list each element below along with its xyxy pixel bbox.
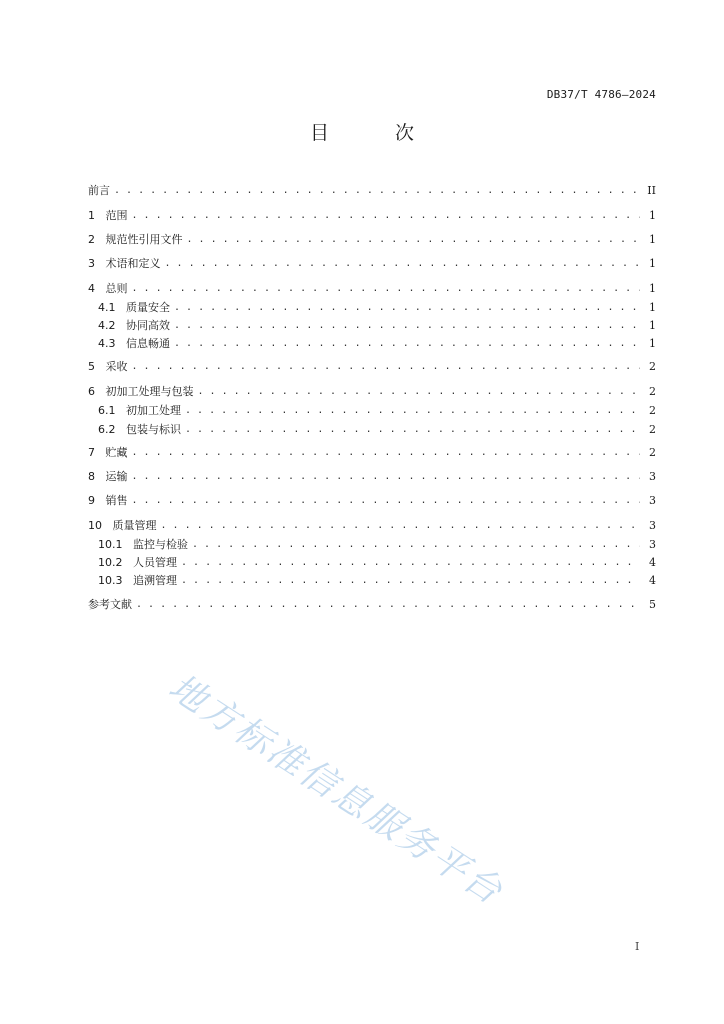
toc-entry-label: 术语和定义 [105, 257, 161, 270]
toc-entry-number: 10 [88, 519, 113, 532]
toc-entry[interactable] [88, 383, 656, 401]
watermark: 地方标准信息服务平台 [161, 666, 511, 914]
toc-entry-number: 6.1 [98, 404, 126, 417]
toc-entry-number: 3 [88, 257, 106, 270]
page-title: 目 次 [309, 122, 445, 144]
toc-entry[interactable] [88, 207, 656, 225]
toc-entry[interactable] [88, 182, 656, 200]
toc-entry-page: 2 [649, 446, 656, 459]
toc-entry-page: II [647, 184, 656, 197]
toc-entry[interactable] [98, 402, 656, 420]
toc-entry[interactable] [88, 468, 656, 486]
toc-entry-label: 初加工处理 [125, 404, 181, 417]
toc-dot-leader [132, 444, 641, 462]
toc-entry-page: 2 [649, 423, 656, 436]
toc-entry[interactable] [88, 255, 656, 273]
toc-entry-page: 3 [649, 470, 656, 483]
toc-entry-label: 质量安全 [125, 301, 170, 314]
toc-entry-label: 规范性引用文件 [105, 233, 183, 246]
toc-entry-page: 1 [649, 209, 656, 222]
toc-entry-number: 1 [88, 209, 106, 222]
toc-entry-label: 追溯管理 [132, 574, 177, 587]
toc-dot-leader [181, 554, 640, 572]
toc-entry[interactable] [98, 335, 656, 353]
toc-entry-page: 3 [649, 519, 656, 532]
toc-dot-leader [161, 517, 641, 535]
toc-entry-number: 6 [88, 385, 106, 398]
toc-entry-number: 4.2 [98, 319, 126, 332]
toc-entry[interactable] [88, 231, 656, 249]
toc-dot-leader [181, 572, 640, 590]
toc-dot-leader [185, 402, 640, 420]
toc-entry-label: 贮藏 [105, 446, 128, 459]
toc-entry-label: 范围 [105, 209, 128, 222]
toc-entry-page: 4 [649, 556, 656, 569]
toc-entry-label: 前言 [88, 184, 110, 197]
toc-entry-page: 4 [649, 574, 656, 587]
toc-entry-label: 人员管理 [132, 556, 177, 569]
toc-entry[interactable] [88, 444, 656, 462]
toc-entry-number: 10.2 [98, 556, 133, 569]
toc-dot-leader [136, 596, 640, 614]
toc-entry-label: 监控与检验 [132, 538, 188, 551]
toc-entry-page: 1 [649, 257, 656, 270]
toc-entry-number: 7 [88, 446, 106, 459]
toc-entry-number: 5 [88, 360, 106, 373]
toc-entry[interactable] [98, 299, 656, 317]
toc-entry-label: 总则 [105, 282, 128, 295]
toc-entry-label: 协同高效 [125, 319, 170, 332]
toc-entry-label: 初加工处理与包装 [105, 385, 194, 398]
toc-entry[interactable] [88, 517, 656, 535]
toc-dot-leader [174, 335, 640, 353]
toc-entry-page: 1 [649, 301, 656, 314]
toc-dot-leader [185, 421, 640, 439]
toc-entry-number: 10.3 [98, 574, 133, 587]
toc-entry-number: 9 [88, 494, 106, 507]
toc-entry-page: 5 [649, 598, 656, 611]
toc-entry[interactable] [98, 421, 656, 439]
standard-code: DB37/T 4786—2024 [546, 88, 656, 101]
toc-dot-leader [165, 255, 641, 273]
toc-entry-page: 1 [649, 319, 656, 332]
toc-entry-page: 3 [649, 494, 656, 507]
toc-entry[interactable] [88, 358, 656, 376]
toc-entry[interactable] [98, 317, 656, 335]
toc-entry-label: 参考文献 [88, 598, 132, 611]
toc-dot-leader [132, 207, 641, 225]
toc-dot-leader [132, 280, 641, 298]
toc-entry-number: 4.1 [98, 301, 126, 314]
toc-dot-leader [192, 536, 640, 554]
toc-entry-number: 4 [88, 282, 106, 295]
toc-entry[interactable] [88, 492, 656, 510]
toc-entry-page: 3 [649, 538, 656, 551]
toc-entry-page: 1 [649, 282, 656, 295]
toc-entry-page: 1 [649, 233, 656, 246]
toc-entry-page: 2 [649, 404, 656, 417]
toc-entry-number: 4.3 [98, 337, 126, 350]
toc-entry-number: 10.1 [98, 538, 133, 551]
toc-dot-leader [132, 358, 641, 376]
page-number: I [635, 940, 640, 953]
toc-entry-label: 运输 [105, 470, 128, 483]
toc-entry[interactable] [98, 536, 656, 554]
toc-dot-leader [174, 317, 640, 335]
toc-entry-page: 2 [649, 385, 656, 398]
toc-dot-leader [174, 299, 640, 317]
toc-entry-page: 2 [649, 360, 656, 373]
toc-entry[interactable] [88, 280, 656, 298]
toc-entry[interactable] [98, 572, 656, 590]
toc-entry[interactable] [88, 596, 656, 614]
toc-dot-leader [114, 182, 640, 200]
toc-entry-number: 8 [88, 470, 106, 483]
toc-dot-leader [198, 383, 641, 401]
toc-entry-label: 采收 [105, 360, 128, 373]
toc-dot-leader [132, 468, 641, 486]
toc-entry-page: 1 [649, 337, 656, 350]
toc-entry-number: 2 [88, 233, 106, 246]
toc-entry-label: 销售 [105, 494, 128, 507]
toc-dot-leader [187, 231, 641, 249]
toc-dot-leader [132, 492, 641, 510]
toc-entry-number: 6.2 [98, 423, 126, 436]
toc-entry-label: 包装与标识 [125, 423, 181, 436]
toc-entry[interactable] [98, 554, 656, 572]
toc-entry-label: 质量管理 [112, 519, 157, 532]
toc-entry-label: 信息畅通 [125, 337, 170, 350]
